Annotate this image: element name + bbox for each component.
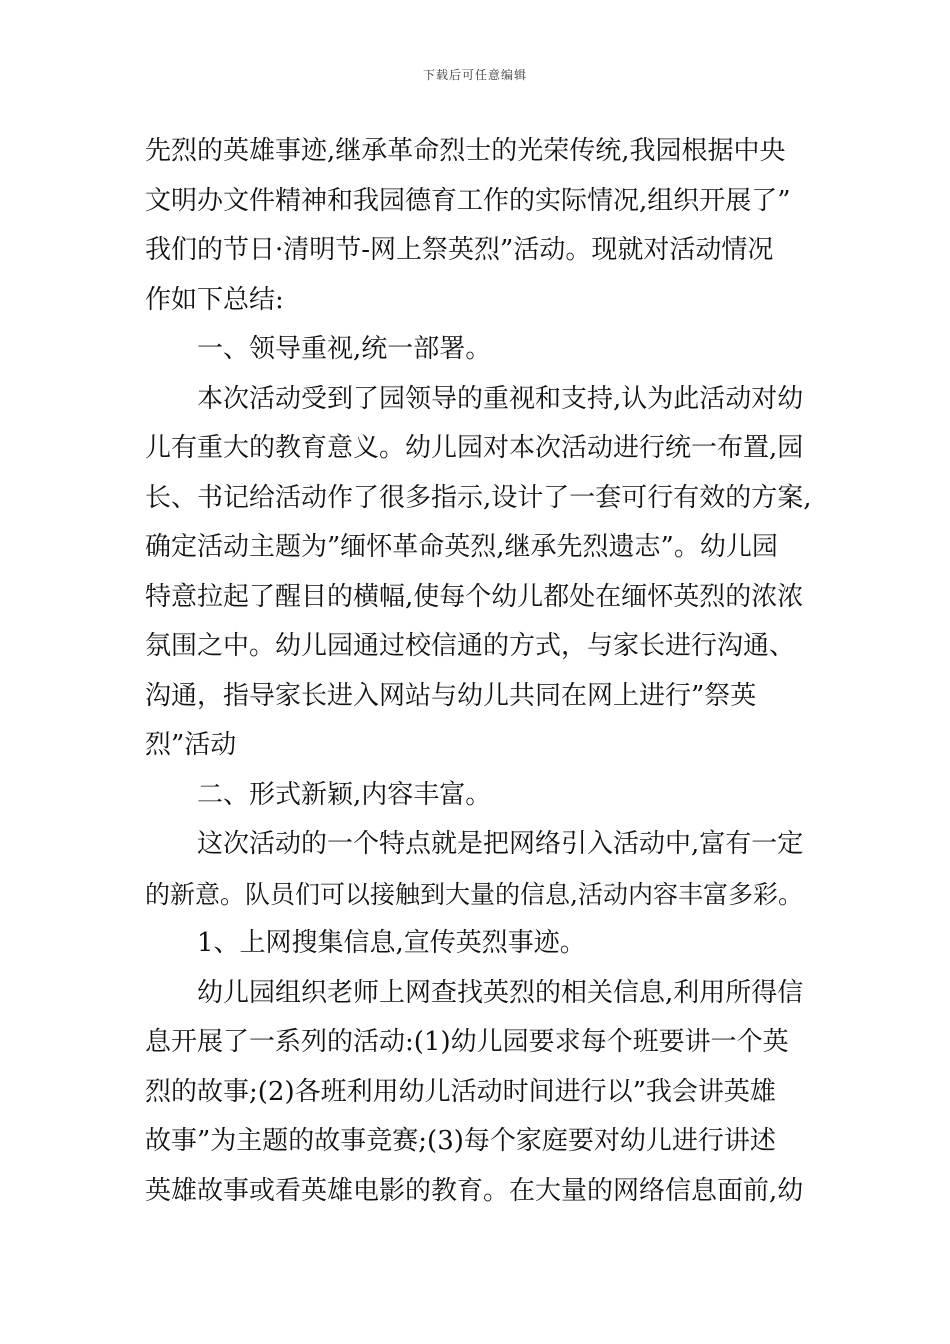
page-header: 下载后可任意编辑 xyxy=(422,68,527,82)
text-line: 先烈的英雄事迹,继承革命烈士的光荣传统,我园根据中央 xyxy=(145,136,786,166)
text-line: 特意拉起了醒目的横幅,使每个幼儿都处在缅怀英烈的浓浓 xyxy=(145,581,804,612)
text-line: 幼儿园组织老师上网查找英烈的相关信息,利用所得信 xyxy=(197,977,804,1008)
text-line: 烈”活动 xyxy=(145,730,237,760)
text-line: 的新意。队员们可以接触到大量的信息,活动内容丰富多彩。 xyxy=(145,879,803,909)
body-text xyxy=(145,127,815,1216)
text-line: 英雄故事或看英雄电影的教育。在大量的网络信息面前,幼 xyxy=(145,1175,804,1206)
text-line: 息开展了一系列的活动:(1)幼儿园要求每个班要讲一个英 xyxy=(145,1027,789,1057)
text-line: 氛围之中。幼儿园通过校信通的方式，与家长进行沟通、 xyxy=(145,631,796,661)
text-line: 本次活动受到了园领导的重视和支持,认为此活动对幼 xyxy=(197,383,804,414)
text-line: 作如下总结: xyxy=(145,284,284,315)
text-line: 这次活动的一个特点就是把网络引入活动中,富有一定 xyxy=(197,829,804,859)
text-line: 文明办文件精神和我园德育工作的实际情况,组织开展了” xyxy=(145,185,791,216)
text-line: 故事”为主题的故事竞赛;(3)每个家庭要对幼儿进行讲述 xyxy=(145,1126,776,1156)
text-line: 二、形式新颖,内容丰富。 xyxy=(197,779,492,810)
text-line: 一、领导重视,统一部署。 xyxy=(197,334,492,364)
text-line: 长、书记给活动作了很多指示,设计了一套可行有效的方案, xyxy=(145,482,812,513)
text-line: 确定活动主题为”缅怀革命英烈,继承先烈遗志”。幼儿园 xyxy=(145,532,778,562)
text-line: 1、上网搜集信息,宣传英烈事迹。 xyxy=(197,928,586,958)
text-line: 儿有重大的教育意义。幼儿园对本次活动进行统一布置,园 xyxy=(145,433,804,463)
text-line: 沟通，指导家长进入网站与幼儿共同在网上进行”祭英 xyxy=(145,680,757,711)
text-line: 烈的故事;(2)各班利用幼儿活动时间进行以”我会讲英雄 xyxy=(145,1076,776,1107)
text-line: 我们的节日·清明节-网上祭英烈”活动。现就对活动情况 xyxy=(145,235,774,265)
